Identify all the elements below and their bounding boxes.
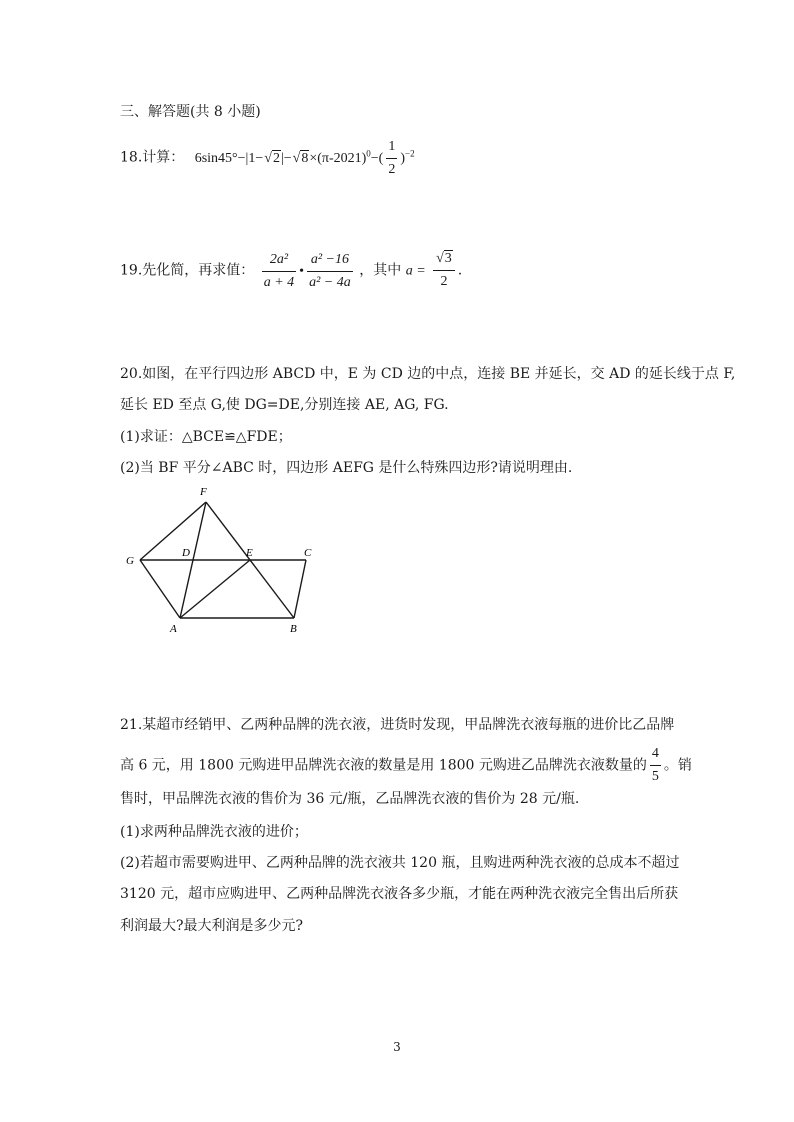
label-C: C: [304, 547, 312, 559]
q19-expression: $\frac{\text{2a²}}{a + 4}$ • $\frac{\text{a² −16}}{\text{a² − 4a}}$: [263, 251, 351, 290]
q21-part-2-line-1: (2)若超市需要购进甲、乙两种品牌的洗衣液共 120 瓶，且购进两种洗衣液的总成本不超过: [120, 855, 680, 871]
q19-fraction-2: $\frac{\text{a² −16}}{\text{a² − 4a}}$: [309, 251, 351, 290]
q20-line-1: 20.如图，在平行四边形 ABCD 中，E 为 CD 边的中点，连接 BE 并延长，交 AD 的延长线于点 F,: [120, 366, 736, 382]
q21-line-2: 高 6 元，用 1800 元购进甲品牌洗衣液的数量是用 1800 元购进乙品牌洗衣液数量的 $\frac{4}{5}$ 。销: [120, 746, 692, 784]
q18-label: 18.计算：: [120, 149, 185, 166]
section-heading: 三、解答题(共 8 小题): [120, 104, 261, 120]
q21-line-3: 售时，甲品牌洗衣液的售价为 36 元/瓶，乙品牌洗衣液的售价为 28 元/瓶.: [120, 791, 580, 807]
question-19: 19.先化简，再求值： $\frac{\text{2a²}}{a + 4}$ • $\frac{\text{a² −16}}{\text{a² − 4a}}$ ，其中 a = $\frac{√3}{2}$ .: [120, 251, 463, 290]
q19-value-fraction: $\frac{√3}{2}$: [433, 250, 455, 291]
label-E: E: [246, 547, 253, 559]
page-number: 3: [393, 1040, 401, 1054]
label-A: A: [170, 623, 177, 635]
label-F: F: [200, 486, 207, 498]
parallelogram-figure: [118, 480, 338, 640]
segment-GA: [140, 560, 180, 618]
q21-part-2-line-3: 利润最大?最大利润是多少元?: [120, 918, 304, 934]
label-G: G: [126, 555, 134, 567]
label-B: B: [290, 623, 297, 635]
q20-part-2: (2)当 BF 平分∠ABC 时，四边形 AEFG 是什么特殊四边形?请说明理由.: [120, 460, 573, 476]
q21-line-1: 21.某超市经销甲、乙两种品牌的洗衣液，进货时发现，甲品牌洗衣液每瓶的进价比乙品牌: [120, 717, 675, 733]
segment-BC: [294, 560, 306, 618]
label-D: D: [182, 547, 190, 559]
q21-part-2-line-2: 3120 元，超市应购进甲、乙两种品牌洗衣液各多少瓶，才能在两种洗衣液完全售出后所获: [120, 886, 679, 902]
segment-GF: [140, 502, 206, 560]
q19-label: 19.先化简，再求值：: [120, 262, 255, 279]
q18-expression: $6\sin 45^\circ-|1-√2|-√8\times(\pi-2021)^0-$( $\frac{1}{2}$ )$^{-2}$: [194, 139, 415, 177]
q20-part-1: (1)求证：△BCE≌△FDE；: [120, 429, 292, 445]
q21-part-1: (1)求两种品牌洗衣液的进价；: [120, 824, 308, 840]
q21-fraction: $\frac{4}{5}$: [651, 746, 659, 784]
q19-fraction-1: $\frac{\text{2a²}}{a + 4}$: [263, 251, 295, 290]
q18-half-fraction: $\frac{1}{2}$: [388, 139, 396, 177]
q20-line-2: 延长 ED 至点 G,使 DG=DE,分别连接 AE, AG, FG.: [120, 397, 449, 413]
q19-condition: ，其中: [359, 262, 402, 279]
question-18: [120, 138, 415, 179]
